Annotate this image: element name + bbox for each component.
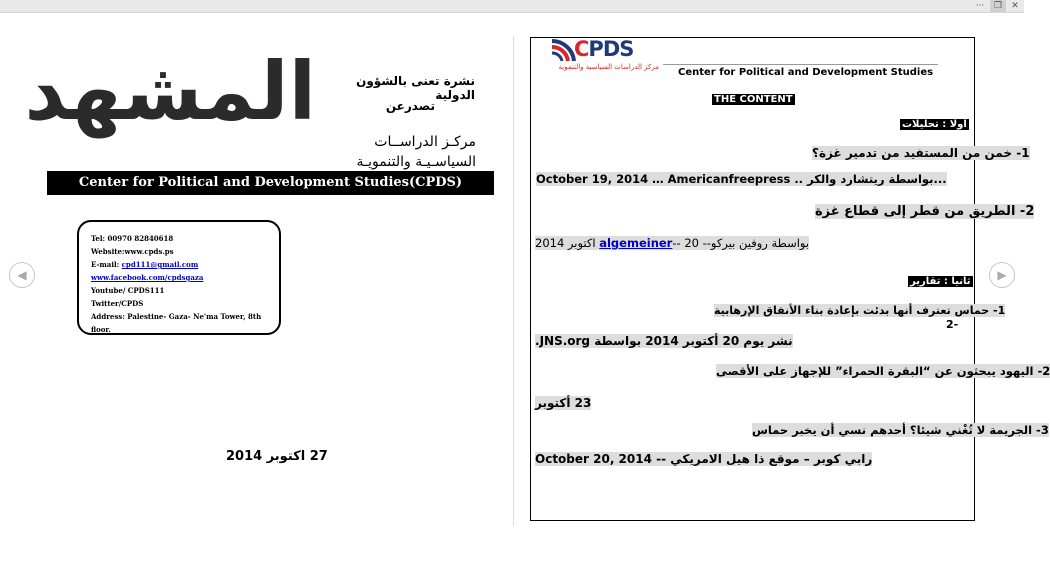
center-name-line-1: مركـز الدراســات — [374, 134, 476, 150]
next-page-button[interactable] — [989, 262, 1015, 288]
facebook-link[interactable]: www.facebook.com/cpdsgaza — [91, 273, 204, 282]
restore-window-icon[interactable]: ❐ — [990, 0, 1006, 12]
org-name-english: Center for Political and Development Studies — [678, 67, 934, 78]
chevron-right-icon: ▶ — [997, 268, 1007, 282]
contents-heading: THE CONTENT — [714, 94, 793, 105]
contact-tel: Tel: 00970 82840618 — [91, 234, 174, 243]
previous-page-button[interactable] — [9, 262, 35, 288]
logo-wordmark-text: PDS — [588, 37, 634, 61]
report-1-meta: نشر يوم 20 أكتوبر 2014 بواسطة JNS.org. — [535, 334, 793, 348]
logo-arabic-name: مركز الدراسات السياسية والتنموية — [558, 63, 659, 71]
contact-website: Website:www.cpds.ps — [91, 247, 174, 256]
header-rule — [663, 64, 938, 65]
newsletter-subtitle: نشرة تعنى بالشؤون الدولية — [356, 74, 475, 102]
algemeiner-link[interactable]: algemeiner — [599, 236, 673, 250]
section-reports-heading: ثانيا : تقارير — [910, 276, 971, 287]
analysis-2-author: بواسطة روفين بيركو-- — [698, 236, 810, 250]
center-name-arabic — [320, 132, 476, 172]
report-2-title: 2- اليهود يبحثون عن “البقرة الحمراء” للإجهاز على الأقصى — [716, 364, 1050, 378]
issue-date: 27 اكتوبر 2014 — [226, 449, 328, 464]
contact-youtube: Youtube/ CPDS111 — [91, 286, 165, 295]
logo-wordmark: CPDS — [574, 37, 634, 61]
section-analyses-heading: اولا : تحليلات — [902, 119, 967, 130]
report-2-meta: 23 أكتوبر — [535, 396, 592, 410]
page-divider — [513, 36, 514, 526]
close-icon[interactable]: ✕ — [1011, 1, 1019, 11]
more-options-icon[interactable]: ··· — [975, 1, 985, 11]
viewer-toolbar — [0, 0, 1024, 13]
center-name-line-2: السياسـيـة والتنمويـة — [356, 154, 476, 170]
publisher-line: تصدرعن — [385, 99, 435, 113]
report-3-meta: October 20, 2014 -- رابي كوبر – موقع ذا هيل الامريكي — [535, 452, 873, 466]
report-3-title: 3- الجريمة لا تُغْني شيئا؟ أحدهم نسي أن يخبر حماس — [752, 423, 1049, 437]
report-1-number-2: 2- — [946, 318, 959, 331]
contact-email — [91, 258, 267, 271]
contact-facebook — [91, 271, 267, 284]
center-name-banner: Center for Political and Development Studies(CPDS) — [47, 171, 494, 195]
logo-arcs-icon — [544, 39, 576, 63]
analysis-2-date: -- 20 اكتوبر 2014 — [535, 236, 699, 250]
analysis-2-meta — [535, 236, 809, 250]
contact-address: Address: Palestine- Gaza- Ne'ma Tower, 8th floor. — [91, 312, 262, 334]
contact-email-link[interactable]: cpd111@gmail.com — [121, 260, 199, 269]
analysis-1-meta: October 19, 2014 … Americanfreepress .. بواسطة ريتشارد والكر... — [536, 172, 947, 186]
newsletter-masthead: المشهد — [24, 45, 316, 138]
analysis-1-title: 1- خمن من المستفيد من تدمير غزة؟ — [812, 146, 1030, 160]
contact-email-label: E-mail: — [91, 260, 122, 269]
chevron-left-icon: ◀ — [17, 268, 27, 282]
contact-twitter: Twitter/CPDS — [91, 299, 144, 308]
cpds-logo — [544, 37, 659, 79]
report-1-title: 1- حماس تعترف أنها بدئت بإعادة بناء الأنفاق الإرهابية — [714, 304, 1006, 317]
analysis-2-title: 2- الطريق من قطر إلى قطاع غزة — [815, 204, 1035, 219]
contact-box — [77, 220, 281, 335]
